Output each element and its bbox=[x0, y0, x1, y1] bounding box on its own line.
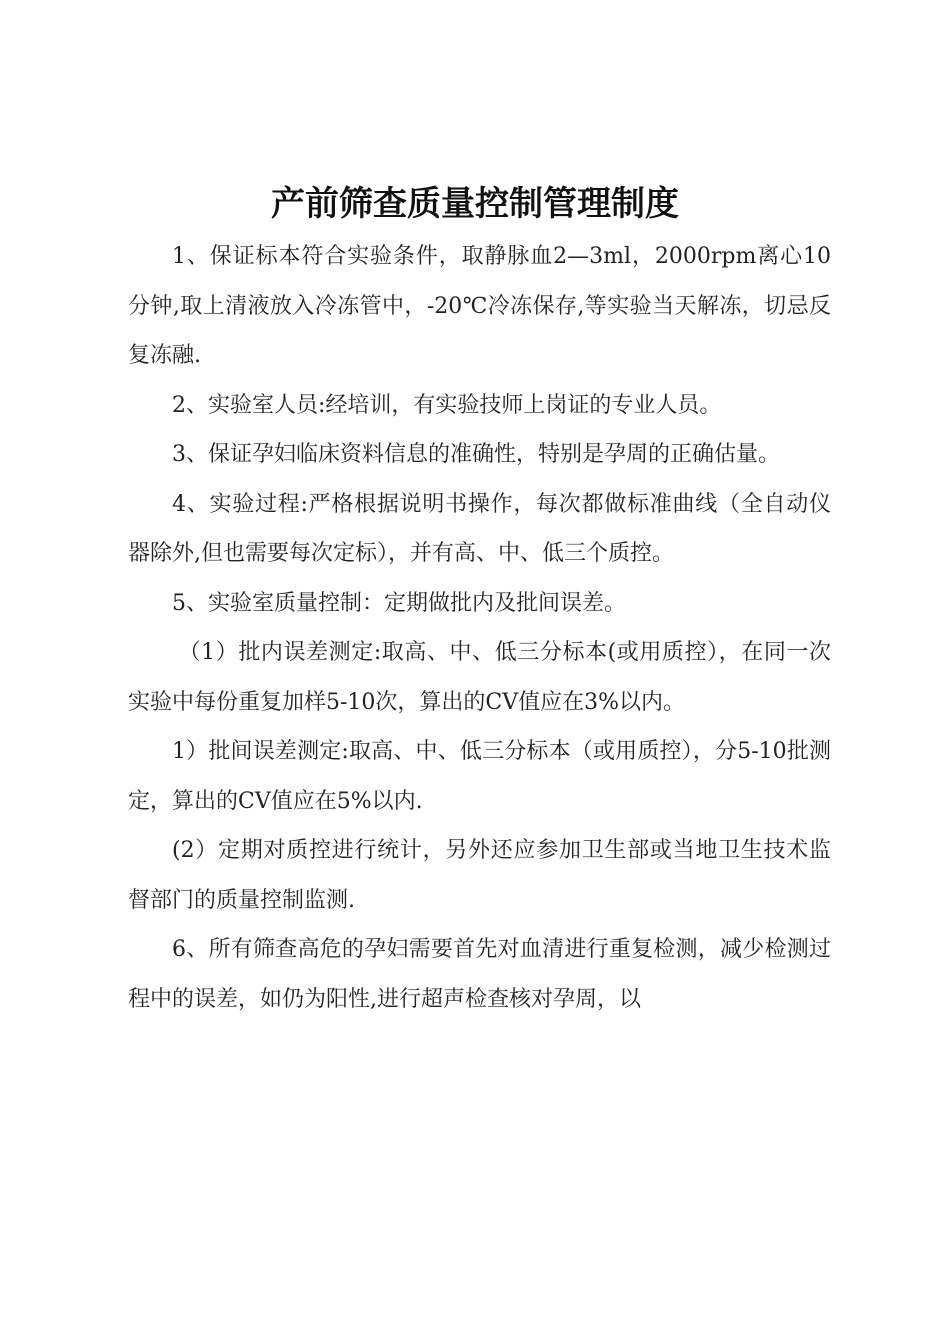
paragraph-5-1-1: 1）批间误差测定:取高、中、低三分标本（或用质控），分5-10批测定，算出的CV值应在5%以内. bbox=[128, 739, 831, 814]
paragraph-3: 3、保证孕妇临床资料信息的准确性，特别是孕周的正确估量。 bbox=[172, 442, 780, 467]
document-title: 产前筛查质量控制管理制度 bbox=[271, 184, 679, 224]
paragraph-6: 6、所有筛查高危的孕妇需要首先对血清进行重复检测，减少检测过程中的误差，如仍为阳性,进行超声检查核对孕周，以 bbox=[128, 937, 831, 1012]
paragraph-5: 5、实验室质量控制：定期做批内及批间误差。 bbox=[172, 590, 626, 616]
paragraph-2: 2、实验室人员:经培训，有实验技师上岗证的专业人员。 bbox=[172, 392, 722, 418]
paragraph-1: 1、保证标本符合实验条件，取静脉血2—3ml，2000rpm离心10分钟,取上清液放入冷冻管中，-20℃冷冻保存,等实验当天解冻，切忌反复冻融. bbox=[128, 244, 831, 368]
paragraph-5-2: (2）定期对质控进行统计，另外还应参加卫生部或当地卫生技术监督部门的质量控制监测. bbox=[128, 838, 831, 913]
paragraph-5-1: （1）批内误差测定:取高、中、低三分标本(或用质控），在同一次实验中每份重复加样5-10次，算出的CV值应在3%以内。 bbox=[128, 640, 831, 715]
paragraph-4: 4、实验过程:严格根据说明书操作，每次都做标准曲线（全自动仪器除外,但也需要每次定标），并有高、中、低三个质控。 bbox=[128, 491, 831, 566]
document-body bbox=[128, 232, 831, 1024]
